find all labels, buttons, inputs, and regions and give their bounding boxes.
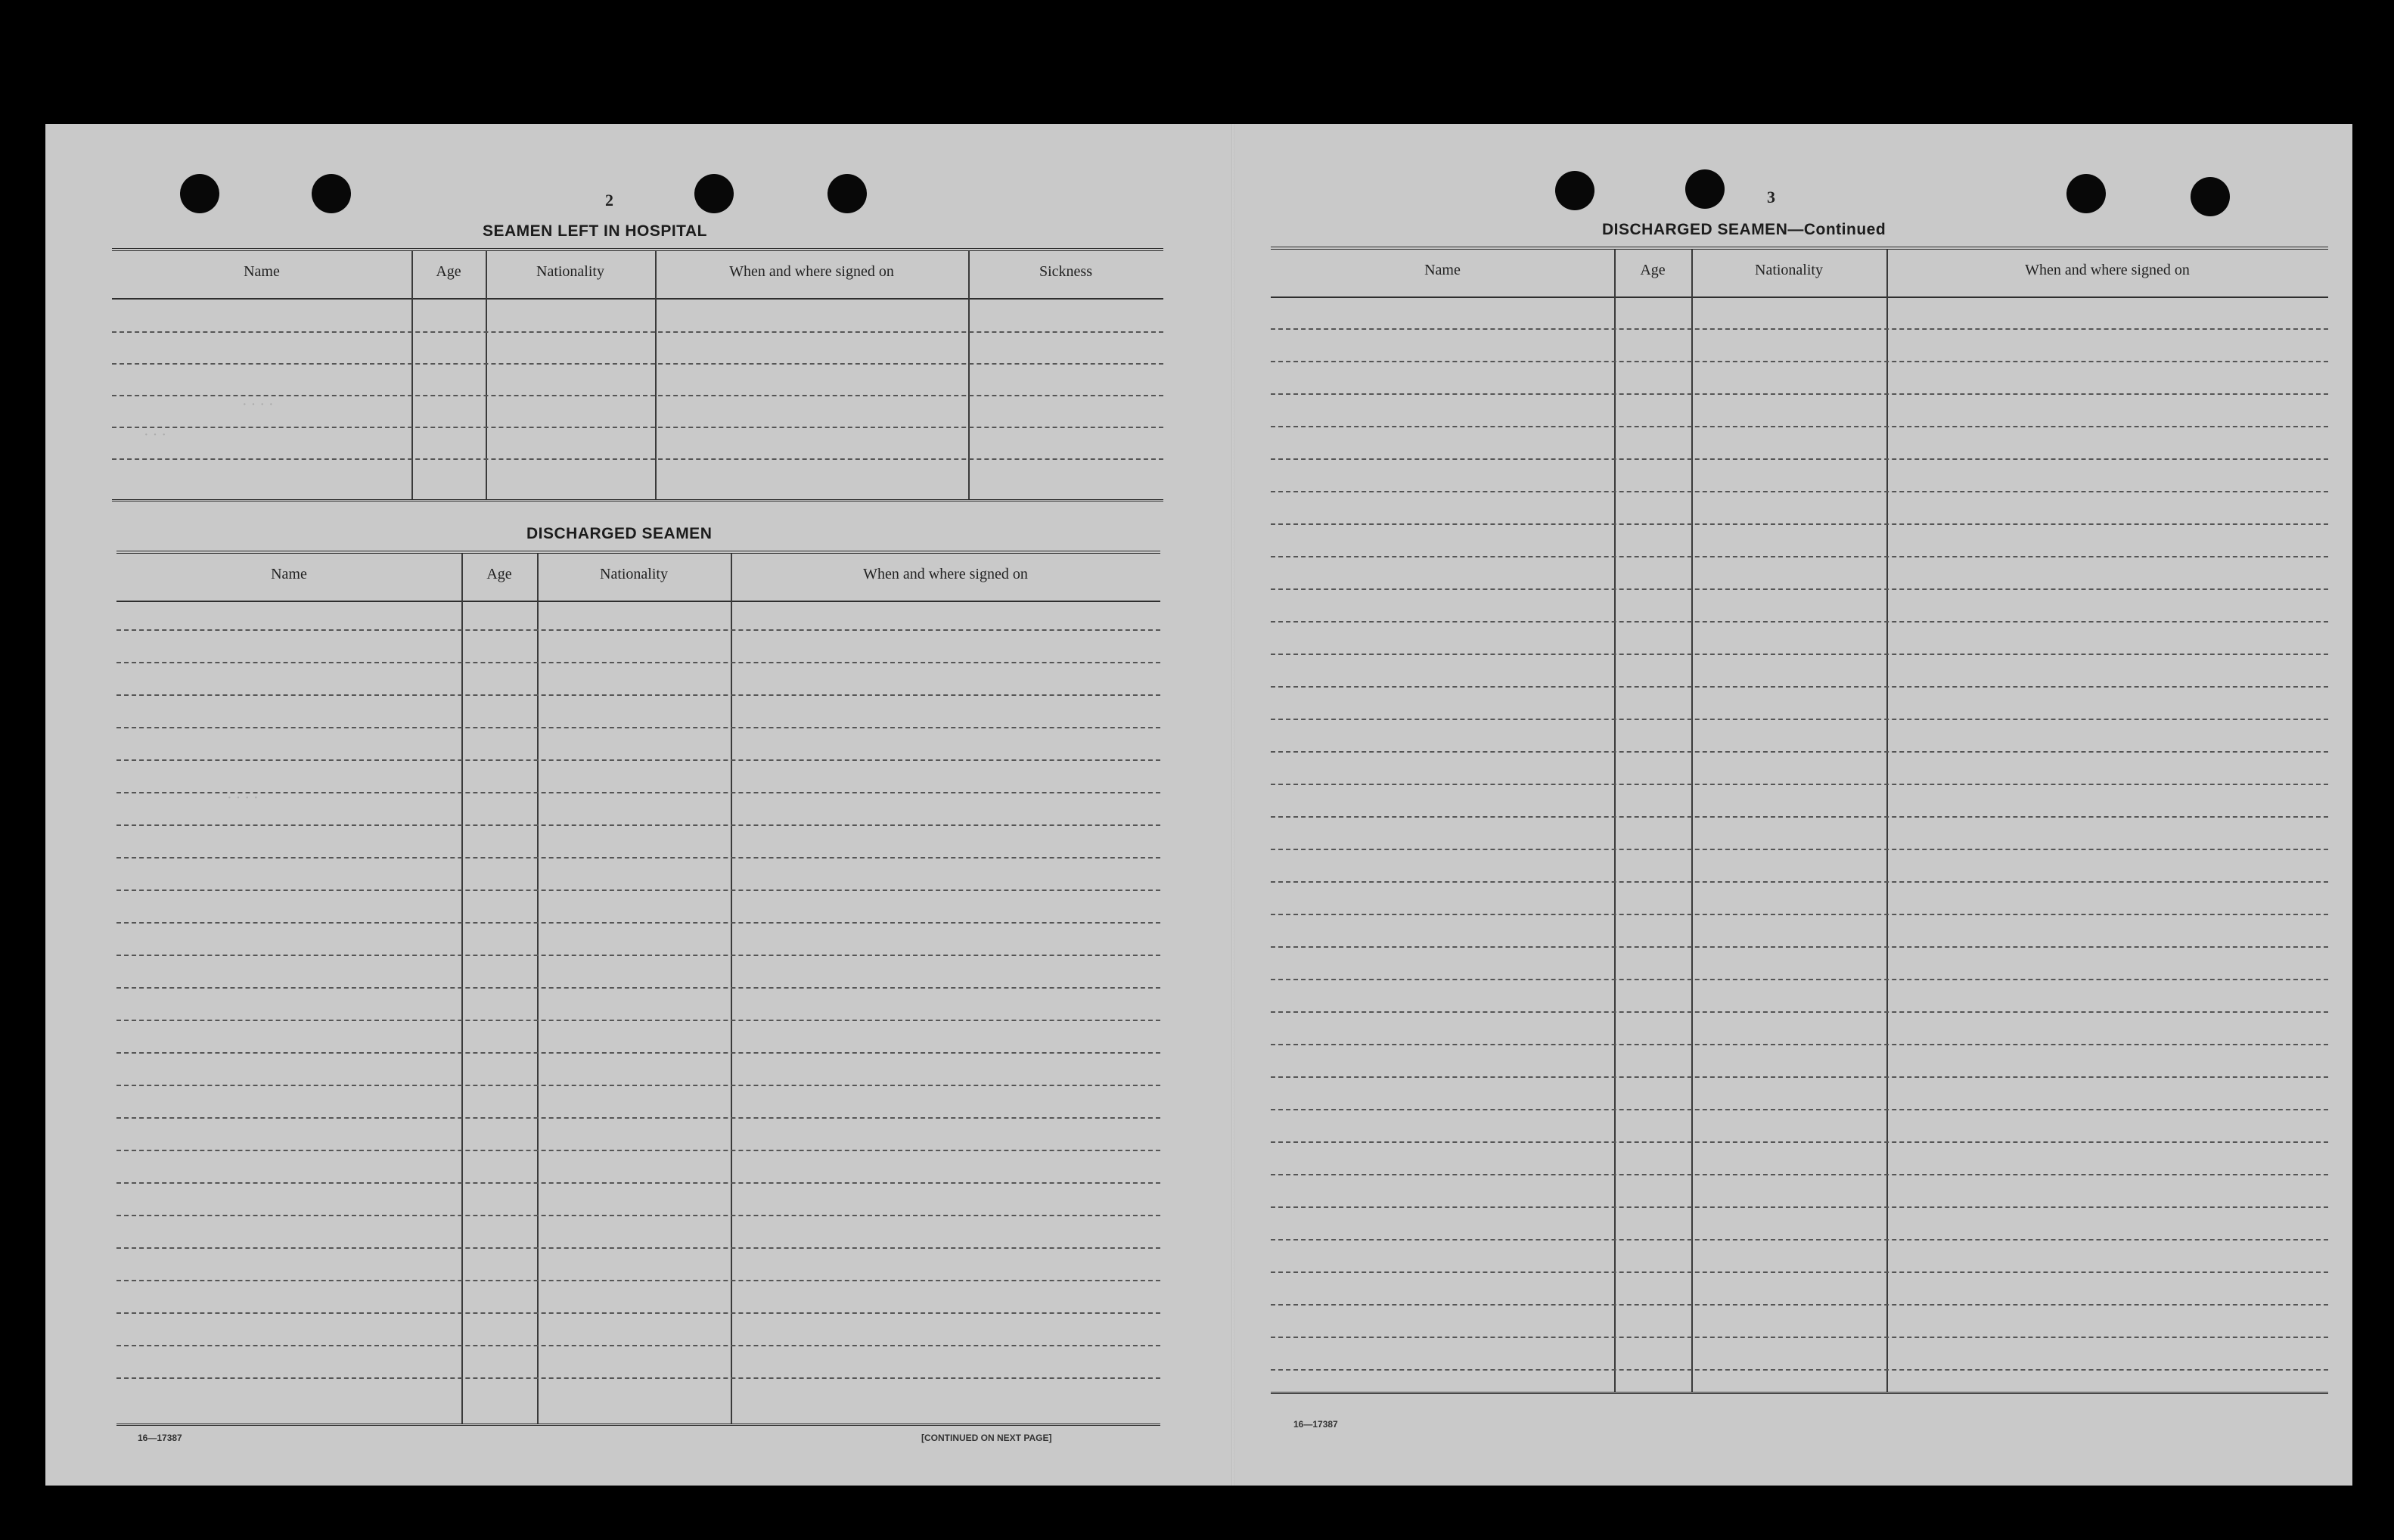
discharged-continued-title: [1602, 221, 1886, 239]
scanned-document-sheet: [45, 124, 2352, 1486]
table-row: [1271, 979, 2328, 980]
table-row: [1271, 1044, 2328, 1045]
table-row: [1271, 1174, 2328, 1175]
table-row: [1271, 686, 2328, 688]
column-header-nationality: Nationality: [536, 263, 604, 280]
column-divider: [1614, 250, 1616, 1392]
table-row: [116, 1247, 1160, 1249]
table-row: [116, 1182, 1160, 1184]
column-divider: [731, 554, 732, 1424]
table-row: [1271, 361, 2328, 362]
table-row: [1271, 621, 2328, 623]
table-row: [1271, 1271, 2328, 1273]
bleed-through-mark: · · ·: [144, 427, 166, 443]
bleed-through-mark: · · · ·: [227, 790, 259, 806]
table-row: [1271, 881, 2328, 883]
table-row: [112, 363, 1163, 365]
table-row: [116, 629, 1160, 631]
table-row: [1271, 458, 2328, 460]
table-row: [116, 662, 1160, 663]
table-row: [116, 1052, 1160, 1054]
table-row: [116, 1085, 1160, 1086]
punch-hole: [2066, 174, 2106, 213]
column-header-signed-on: When and where signed on: [729, 263, 894, 280]
table-row: [116, 759, 1160, 761]
punch-hole: [2191, 177, 2230, 216]
table-row: [116, 1150, 1160, 1151]
table-row: [116, 1312, 1160, 1314]
table-row: [1271, 654, 2328, 655]
page-fold: [1231, 124, 1234, 1486]
column-header-nationality: Nationality: [1755, 262, 1823, 278]
table-row: [1271, 1141, 2328, 1143]
section-title-suffix: —Continued: [1787, 221, 1886, 238]
table-row: [1271, 1304, 2328, 1306]
table-row: [1271, 849, 2328, 850]
punch-hole: [180, 174, 219, 213]
table-row: [116, 694, 1160, 696]
column-header-age: Age: [1640, 262, 1666, 278]
table-row: [116, 1215, 1160, 1216]
table-row: [1271, 1239, 2328, 1240]
punch-hole: [1555, 171, 1594, 210]
hospital-table: [112, 248, 1163, 501]
table-row: [1271, 1076, 2328, 1078]
table-row: [116, 1280, 1160, 1281]
column-header-signed-on: When and where signed on: [863, 566, 1028, 582]
table-row: [116, 1345, 1160, 1346]
table-row: [112, 427, 1163, 428]
column-header-name: Name: [1424, 262, 1461, 278]
discharged-section-title: DISCHARGED SEAMEN: [526, 525, 713, 542]
column-divider: [655, 251, 657, 499]
form-number-right: 16—17387: [1293, 1419, 1338, 1430]
table-row: [116, 792, 1160, 793]
column-header-name: Name: [244, 263, 280, 280]
column-divider: [461, 554, 463, 1424]
table-row: [112, 395, 1163, 396]
table-row: [116, 727, 1160, 728]
table-row: [116, 1377, 1160, 1379]
bleed-through-mark: · · · ·: [242, 396, 274, 413]
table-row: [1271, 328, 2328, 330]
table-row: [1271, 588, 2328, 590]
column-header-nationality: Nationality: [600, 566, 668, 582]
table-row: [116, 824, 1160, 826]
table-row: [1271, 914, 2328, 915]
table-row: [116, 922, 1160, 924]
table-row: [112, 458, 1163, 460]
column-divider: [486, 251, 487, 499]
table-row: [1271, 751, 2328, 753]
table-row: [1271, 719, 2328, 720]
table-row: [1271, 393, 2328, 395]
column-header-signed-on: When and where signed on: [2025, 262, 2190, 278]
table-row: [116, 955, 1160, 956]
column-header-age: Age: [486, 566, 512, 582]
form-number-left: 16—17387: [138, 1433, 182, 1443]
table-row: [116, 987, 1160, 989]
table-row: [116, 1020, 1160, 1021]
column-divider: [1886, 250, 1888, 1392]
table-row: [1271, 523, 2328, 525]
table-row: [1271, 1011, 2328, 1013]
punch-hole: [1685, 169, 1725, 209]
discharged-table: [116, 551, 1160, 1426]
table-row: [116, 890, 1160, 891]
table-row: [1271, 1337, 2328, 1338]
table-row: [1271, 784, 2328, 785]
punch-hole: [312, 174, 351, 213]
column-header-age: Age: [436, 263, 461, 280]
hospital-section-title: SEAMEN LEFT IN HOSPITAL: [483, 222, 707, 240]
table-row: [1271, 816, 2328, 818]
continued-note: [CONTINUED ON NEXT PAGE]: [921, 1433, 1052, 1443]
table-row: [1271, 491, 2328, 492]
table-row: [1271, 1109, 2328, 1110]
punch-hole: [827, 174, 867, 213]
section-title-main: DISCHARGED SEAMEN: [1602, 221, 1788, 238]
column-header-name: Name: [271, 566, 307, 582]
column-divider: [411, 251, 413, 499]
column-divider: [1691, 250, 1693, 1392]
punch-hole: [694, 174, 734, 213]
table-row: [1271, 946, 2328, 948]
table-row: [112, 331, 1163, 333]
table-row: [1271, 556, 2328, 557]
column-divider: [537, 554, 539, 1424]
page-number-right: 3: [1767, 188, 1775, 206]
table-row: [116, 1117, 1160, 1119]
column-divider: [968, 251, 970, 499]
column-header-sickness: Sickness: [1039, 263, 1092, 280]
table-row: [1271, 1369, 2328, 1371]
discharged-continued-table: [1271, 247, 2328, 1394]
table-row: [1271, 1206, 2328, 1208]
table-row: [116, 857, 1160, 858]
table-row: [1271, 426, 2328, 427]
page-number-left: 2: [605, 191, 613, 210]
